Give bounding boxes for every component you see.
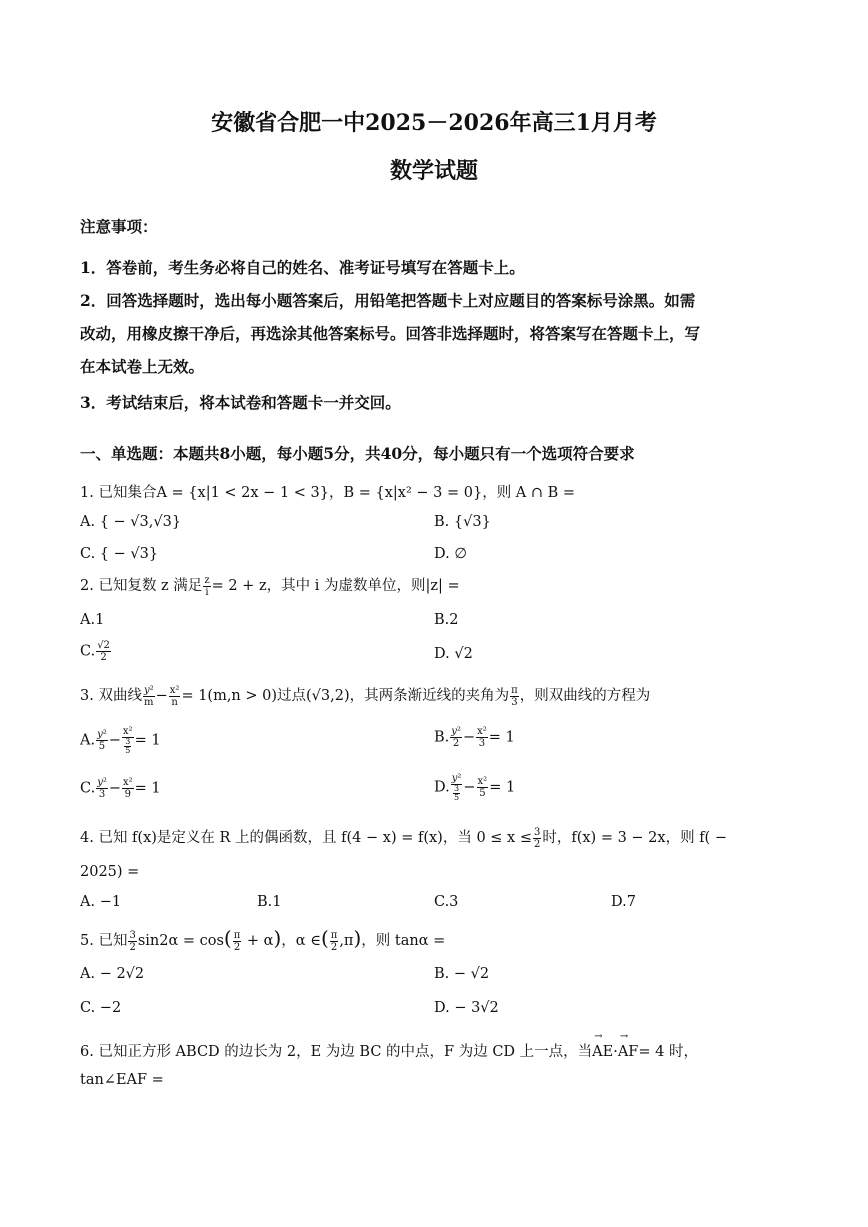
question-4-text-a: 4. 已知 f(x)是定义在 R 上的偶函数，且 f(4 − x) = f(x)，当 0 ≤ x ≤ xyxy=(80,830,532,846)
question-3-option-c: C. $\frac{\text{y²}}{3}$ − $\frac{\text{x²}}{9}$ = 1 xyxy=(80,777,161,800)
question-3-option-b: B. $\frac{\text{y²}}{2}$ − $\frac{\text{x²}}{3}$ = 1 xyxy=(434,726,515,749)
question-5-option-d: D. − 3√2 xyxy=(434,1000,499,1016)
question-5-option-a: A. − 2√2 xyxy=(80,966,145,982)
question-1-option-a: A. { − √3,√3} xyxy=(80,514,182,530)
question-2-text-a: 2. 已知复数 z 满足 xyxy=(80,578,203,594)
option-d-label: D. xyxy=(434,779,450,796)
question-4-option-d: D.7 xyxy=(611,894,636,910)
question-3-option-a: A. $\frac{\text{y²}}{5}$ − $\frac{\text{x²}}{\frac{3}{5}}$ = 1 xyxy=(80,726,161,755)
exam-subtitle: 数学试题 xyxy=(389,158,478,184)
question-3-text-b: = 1(m,n > 0)过点(√3,2)，其两条渐近线的夹角为 xyxy=(181,688,510,704)
fraction-x2-over-5: $\frac{\text{x²}}{5}$ xyxy=(477,776,488,799)
question-3-text-a: 3. 双曲线 xyxy=(80,688,142,704)
question-3-stem: 3. 双曲线 $\frac{\text{y²}}{m}$ − $\frac{\text{x²}}{n}$ = 1(m,n > 0)过点(√3,2)，其两条渐近线的夹角为 $\frac{\pi}{3}$ ，则双曲线的方程为 xyxy=(80,684,651,708)
question-5-text-b: sin2α = cos xyxy=(137,933,224,949)
question-5-text-c: ，α ∈ xyxy=(281,933,321,949)
notice-item-3: 3．考试结束后，将本试卷和答题卡一并交回。 xyxy=(80,393,401,412)
question-1-option-b: B. {√3} xyxy=(434,514,491,530)
question-4-line-2: 2025) = xyxy=(80,864,140,880)
option-c-label: C. xyxy=(80,780,96,797)
question-4-option-c: C.3 xyxy=(434,894,459,910)
fraction-y2-over-5: $\frac{\text{y²}}{5}$ xyxy=(97,729,107,752)
fraction-pi-over-2: $\frac{\pi}{2}$ xyxy=(330,929,338,953)
equals-one: = 1 xyxy=(134,780,161,797)
question-4-option-a: A. −1 xyxy=(80,894,122,910)
question-2-option-a: A.1 xyxy=(80,612,105,628)
fraction-x2-over-n: $\frac{\text{x²}}{n}$ xyxy=(169,684,180,708)
fraction-y2-over-2: $\frac{\text{y²}}{2}$ xyxy=(451,726,461,749)
fraction-pi-over-3: $\frac{\pi}{3}$ xyxy=(511,684,518,708)
question-5-stem: 5. 已知 $\frac{3}{2}$ sin2α = cos( $\frac{\pi}{2}$ + α)，α ∈( $\frac{\pi}{2}$ ,π)，则 tanα = xyxy=(80,926,446,953)
notice-item-2-line-2: 改动，用橡皮擦干净后，再选涂其他答案标号。回答非选择题时，将答案写在答题卡上，写 xyxy=(80,324,701,343)
question-1-option-d: D. ∅ xyxy=(434,546,467,562)
section-heading: 一、单选题：本题共8小题，每小题5分，共40分，每小题只有一个选项符合要求 xyxy=(80,444,635,463)
question-6-text-a: 6. 已知正方形 ABCD 的边长为 2，E 为边 BC 的中点，F 为边 CD 上一点，当 xyxy=(80,1044,593,1060)
question-1-math: A = {x|1 < 2x − 1 < 3}，B = {x|x² − 3 = 0}，则 A ∩ B = xyxy=(156,485,576,501)
exam-title: 安徽省合肥一中2025－2026年高三1月月考 xyxy=(211,110,657,136)
vector-af: → AF xyxy=(618,1044,639,1060)
option-a-label: A. xyxy=(80,732,96,749)
notice-heading: 注意事项： xyxy=(80,217,158,236)
question-1-option-c: C. { − √3} xyxy=(80,546,159,562)
fraction-x2-over-3: $\frac{\text{x²}}{3}$ xyxy=(477,726,487,749)
notice-item-1: 1．答卷前，考生务必将自己的姓名、准考证号填写在答题卡上。 xyxy=(80,258,525,277)
equals-one: = 1 xyxy=(134,732,161,749)
question-2-option-b: B.2 xyxy=(434,612,459,628)
notice-item-2-line-1: 2．回答选择题时，选出每小题答案后，用铅笔把答题卡上对应题目的答案标号涂黑。如需 xyxy=(80,291,696,310)
equals-one: = 1 xyxy=(489,779,516,796)
question-5-option-c: C. −2 xyxy=(80,1000,122,1016)
question-2-stem xyxy=(80,574,460,598)
question-2-option-d: D. √2 xyxy=(434,646,473,662)
option-b-label: B. xyxy=(434,729,450,746)
question-1-stem xyxy=(80,481,575,502)
question-3-option-d: D. $\frac{\text{y²}}{\frac{3}{5}}$ − $\frac{\text{x²}}{5}$ = 1 xyxy=(434,773,516,802)
fraction-3-over-2: $\frac{3}{2}$ xyxy=(533,826,541,850)
vector-ae: → AE xyxy=(592,1044,613,1060)
question-5-text-d: ，则 tanα = xyxy=(361,933,446,949)
option-c-label: C. xyxy=(80,643,96,660)
fraction-3-over-2: $\frac{3}{2}$ xyxy=(129,929,136,953)
question-2-option-c xyxy=(80,640,112,663)
fraction-y2-over-3: $\frac{\text{y²}}{3}$ xyxy=(97,777,107,800)
question-6-text-b: = 4 时， xyxy=(638,1044,698,1060)
question-6-line-1: 6. 已知正方形 ABCD 的边长为 2，E 为边 BC 的中点，F 为边 CD 上一点，当→ AE·→ AF= 4 时， xyxy=(80,1040,698,1061)
question-1-prefix: 1. 已知集合 xyxy=(80,485,157,501)
fraction-y2-over-3-5: $\frac{\text{y²}}{\frac{3}{5}}$ xyxy=(451,773,462,802)
question-5-option-b: B. − √2 xyxy=(434,966,490,982)
question-4-option-b: B.1 xyxy=(257,894,282,910)
fraction-z-over-i: $\frac{z}{i}$ xyxy=(204,574,210,598)
fraction-x2-over-9: $\frac{\text{x²}}{9}$ xyxy=(123,777,133,800)
equals-one: = 1 xyxy=(488,729,515,746)
question-5-text-a: 5. 已知 xyxy=(80,933,128,949)
fraction-y2-over-m: $\frac{\text{y²}}{m}$ xyxy=(143,684,154,708)
fraction-pi-over-2: $\frac{\pi}{2}$ xyxy=(233,929,241,953)
question-4-text-b: 时，f(x) = 3 − 2x，则 f( − xyxy=(542,830,727,846)
question-6-line-2: tan∠EAF = xyxy=(80,1072,164,1088)
fraction-sqrt2-over-2: $\frac{√2}{2}$ xyxy=(97,640,110,663)
notice-item-2-line-3: 在本试卷上无效。 xyxy=(80,357,205,376)
fraction-x2-over-3-5: $\frac{\text{x²}}{\frac{3}{5}}$ xyxy=(122,726,133,755)
question-2-text-b: = 2 + z，其中 i 为虚数单位，则|z| = xyxy=(211,578,460,594)
question-3-text-c: ，则双曲线的方程为 xyxy=(519,688,651,704)
question-4-line-1 xyxy=(80,826,727,850)
